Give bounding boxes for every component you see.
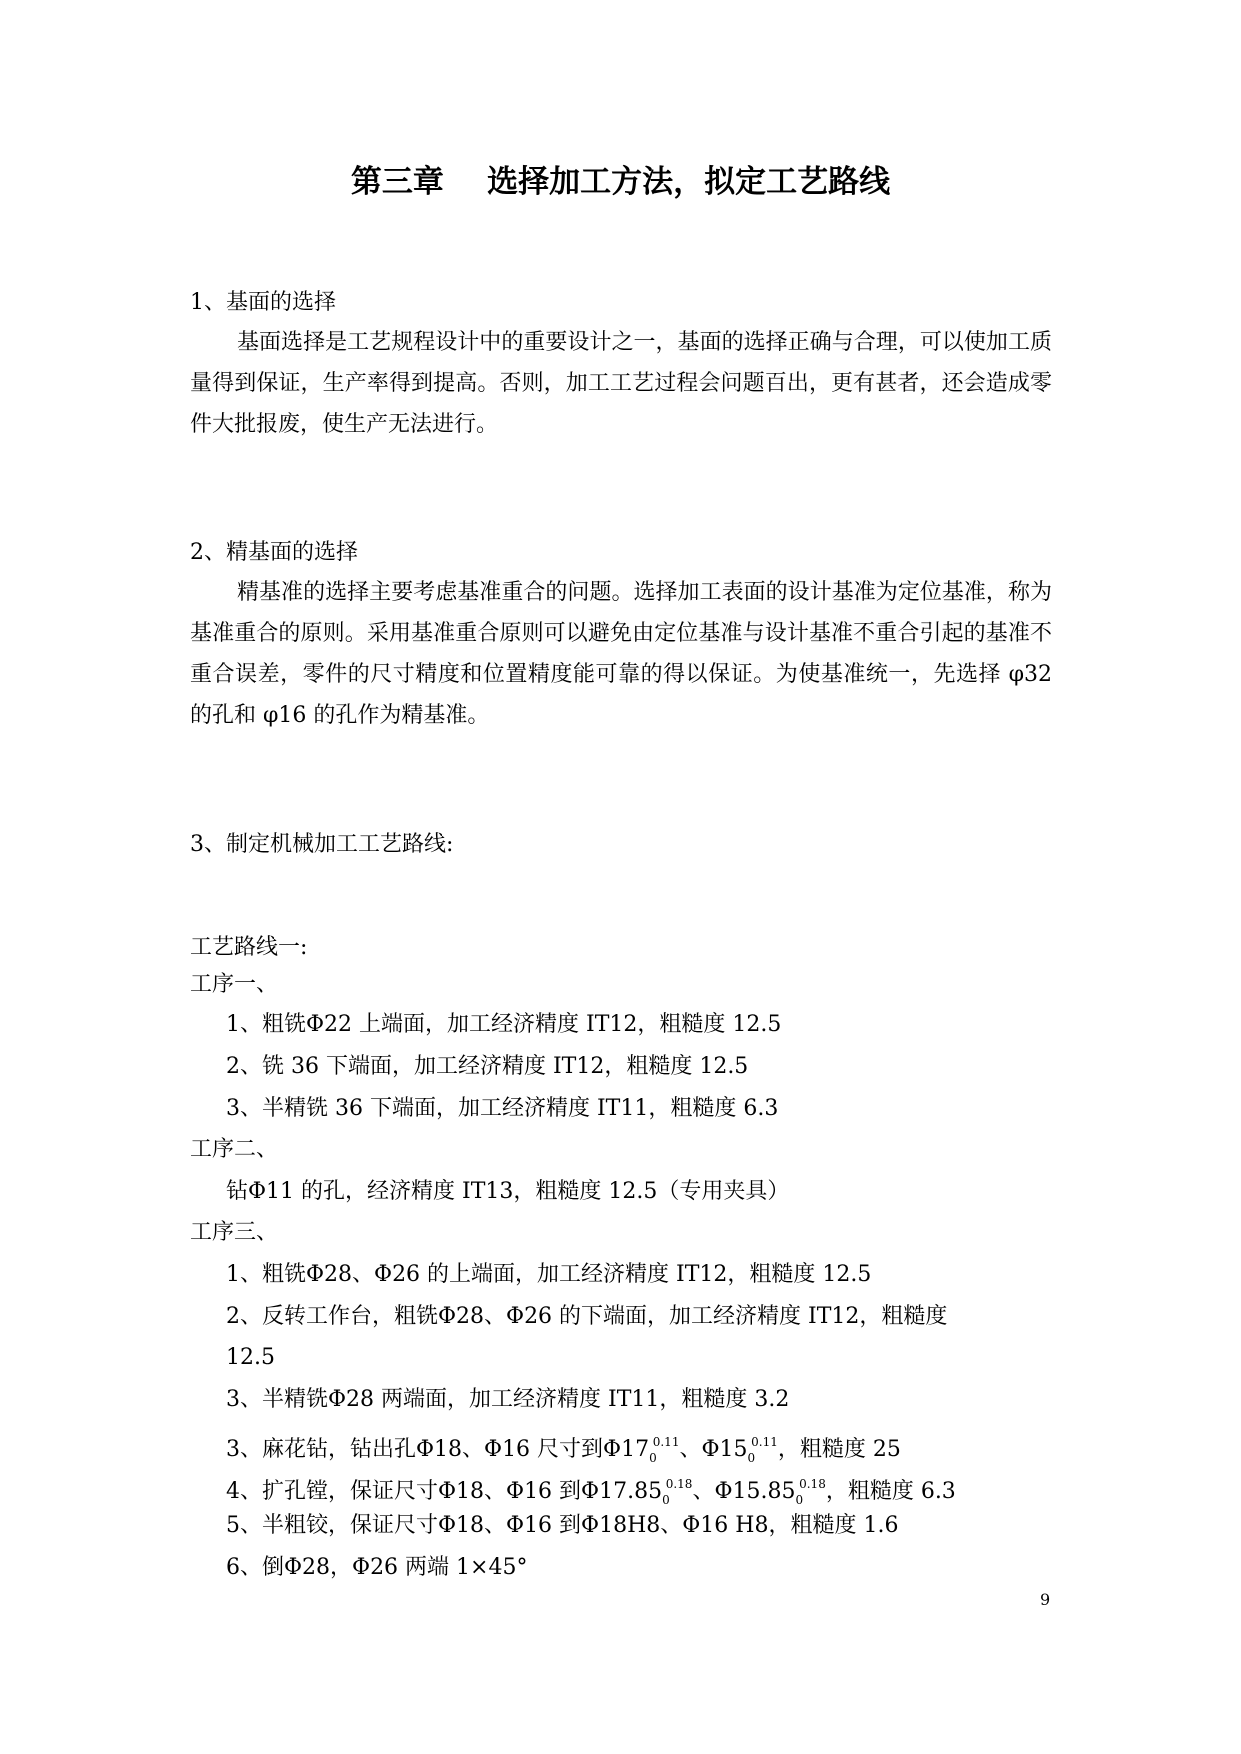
tolerance-lower: 0 (649, 1451, 657, 1465)
op-3-step-6: 5、半粗铰，保证尺寸Φ18、Φ16 到Φ18H8、Φ16 H8，粗糙度 1.6 (226, 1513, 899, 1538)
tolerance-upper: 0.11 (652, 1435, 680, 1449)
op-3-step-5 (226, 1469, 956, 1515)
section-1-heading: 1、基面的选择 (190, 290, 336, 315)
step-5-prefix: 4、扩孔镗，保证尺寸Φ18、Φ16 到Φ17.85 (226, 1479, 663, 1504)
section-1-body: 基面选择是工艺规程设计中的重要设计之一，基面的选择正确与合理，可以使加工质量得到保证，生产率得到提高。否则，加工工艺过程会问题百出，更有甚者，还会造成零件大批报废，使生产无法进行。 (190, 330, 1052, 437)
op-3-step-7: 6、倒Φ28，Φ26 两端 1×45° (226, 1555, 528, 1580)
op-3-step-3: 3、半精铣Φ28 两端面，加工经济精度 IT11，粗糙度 3.2 (226, 1387, 790, 1412)
op-1-step-3: 3、半精铣 36 下端面，加工经济精度 IT11，粗糙度 6.3 (226, 1096, 779, 1121)
step-5-suffix: ，粗糙度 6.3 (825, 1479, 956, 1504)
section-2-body: 精基准的选择主要考虑基准重合的问题。选择加工表面的设计基准为定位基准，称为基准重合的原则。采用基准重合原则可以避免由定位基准与设计基准不重合引起的基准不重合误差，零件的尺寸精度和位置精度能可靠的得以保证。为使基准统一，先选择 φ32 的孔和 φ16 的孔作为精基准。 (190, 580, 1052, 728)
step-4-mid: 、Φ15 (679, 1437, 748, 1462)
step-4-prefix: 3、麻花钻，钻出孔Φ18、Φ16 尺寸到Φ17 (226, 1437, 650, 1462)
op-3-step-4 (226, 1427, 901, 1473)
tolerance-upper: 0.18 (799, 1477, 826, 1491)
tolerance-lower: 0 (795, 1493, 804, 1507)
op-2-step: 钻Φ11 的孔，经济精度 IT13，粗糙度 12.5（专用夹具） (226, 1179, 790, 1204)
op-1-heading: 工序一、 (190, 972, 279, 997)
op-3-step-2-line-2: 12.5 (226, 1345, 275, 1370)
step-5-mid: 、Φ15.85 (692, 1479, 796, 1504)
chapter-title: 第三章 选择加工方法，拟定工艺路线 (350, 164, 891, 200)
step-4-suffix: ，粗糙度 25 (777, 1437, 901, 1462)
tolerance-upper: 0.11 (751, 1435, 778, 1449)
tolerance-lower: 0 (747, 1451, 756, 1465)
op-1-step-2: 2、铣 36 下端面，加工经济精度 IT12，粗糙度 12.5 (226, 1054, 749, 1079)
op-1-step-1: 1、粗铣Φ22 上端面，加工经济精度 IT12，粗糙度 12.5 (226, 1012, 782, 1037)
tolerance-upper: 0.18 (665, 1477, 693, 1491)
op-3-heading: 工序三、 (190, 1220, 279, 1245)
route-1-heading: 工艺路线一: (190, 935, 308, 960)
tolerance-lower: 0 (662, 1493, 670, 1507)
section-3-heading: 3、制定机械加工工艺路线: (190, 832, 454, 857)
section-2-heading: 2、精基面的选择 (190, 540, 358, 565)
op-2-heading: 工序二、 (190, 1137, 279, 1162)
op-3-step-2-line-1: 2、反转工作台，粗铣Φ28、Φ26 的下端面，加工经济精度 IT12，粗糙度 (226, 1304, 948, 1329)
op-3-step-1: 1、粗铣Φ28、Φ26 的上端面，加工经济精度 IT12，粗糙度 12.5 (226, 1262, 872, 1287)
page-number: 9 (1040, 1590, 1051, 1609)
